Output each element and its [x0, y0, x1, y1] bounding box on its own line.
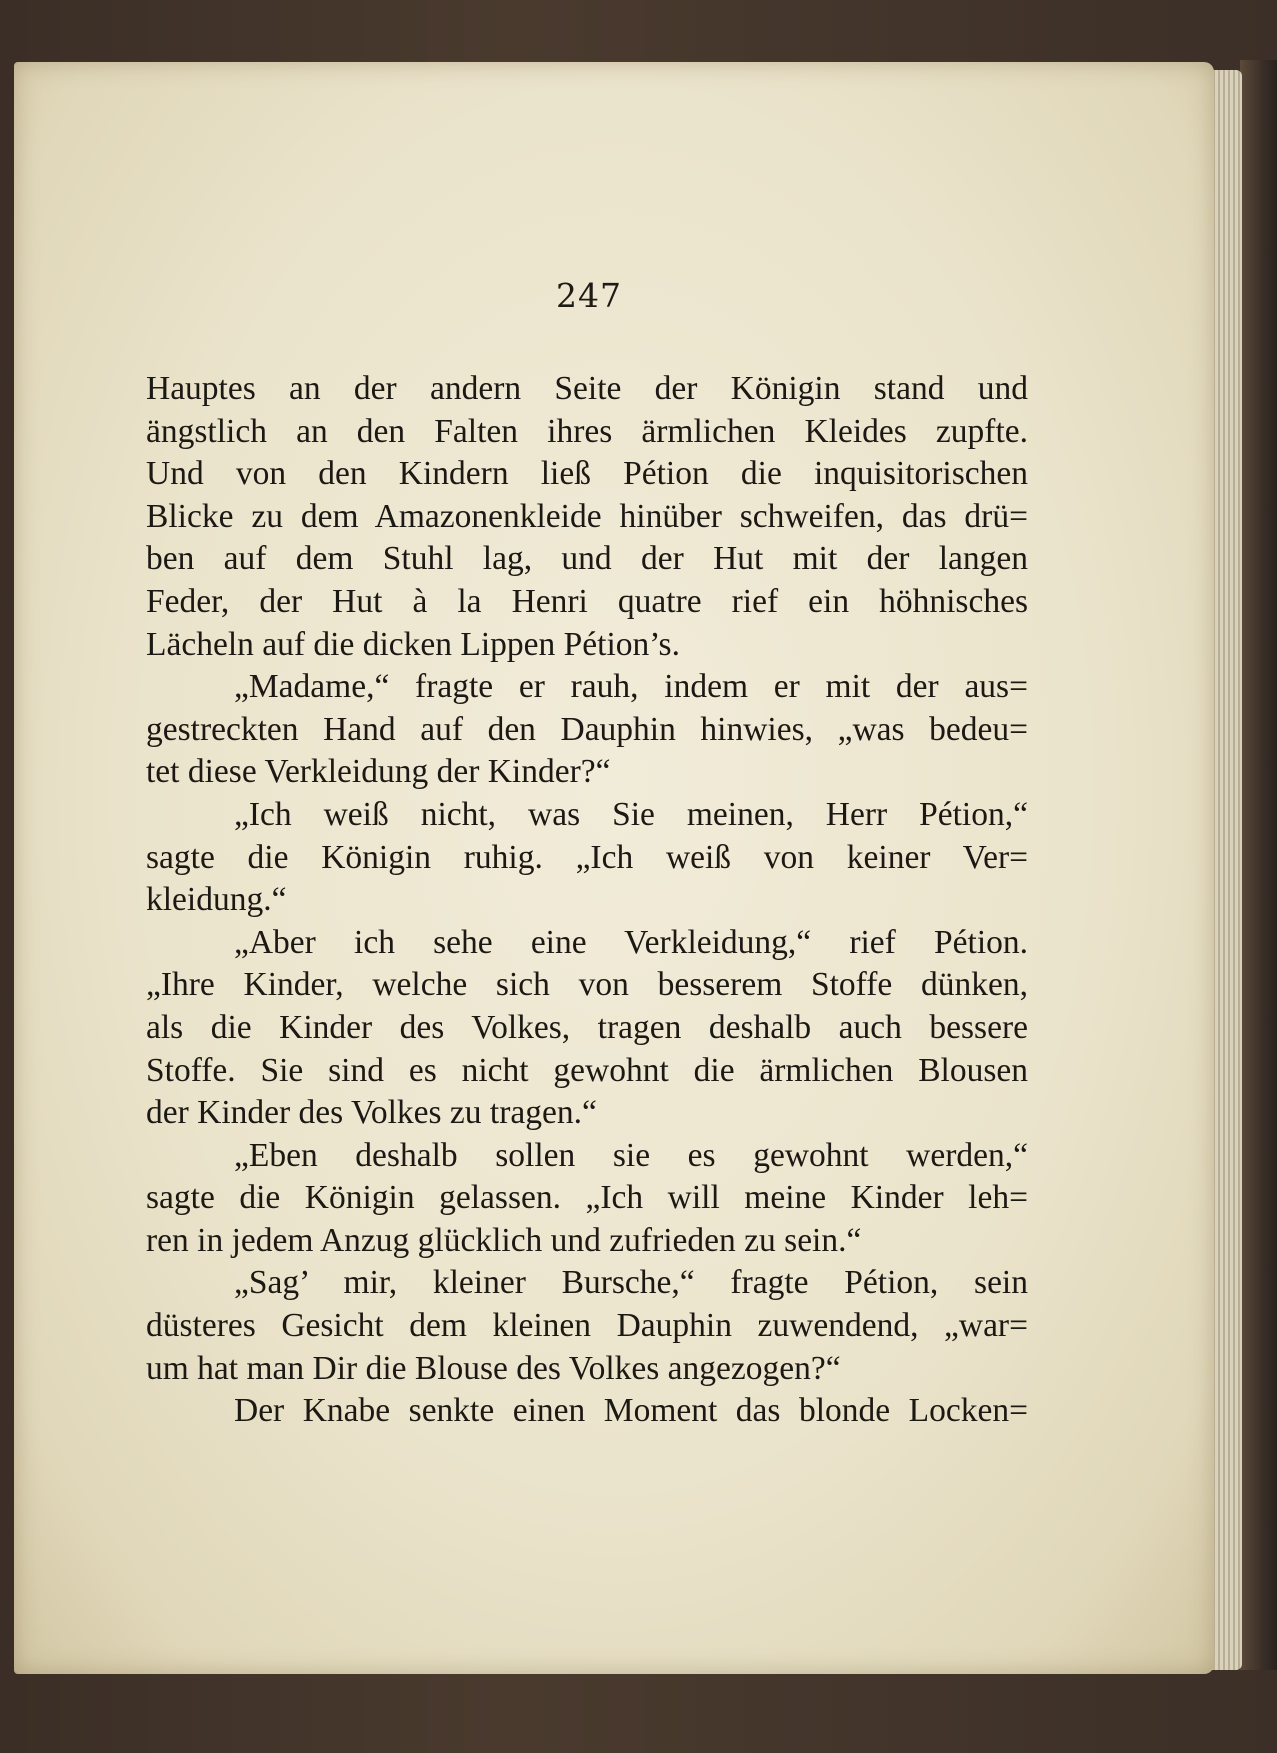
text-line: düsteres Gesicht dem kleinen Dauphin zuwendend, „war= — [146, 1307, 1028, 1345]
text-line: kleidung.“ — [146, 881, 287, 919]
text-line: Blicke zu dem Amazonenkleide hinüber schweifen, das drü= — [146, 497, 1028, 535]
text-line: sagte die Königin ruhig. „Ich weiß von keiner Ver= — [146, 838, 1028, 876]
text-line: „Sag’ mir, kleiner Bursche,“ fragte Pétion, sein — [234, 1264, 1028, 1302]
text-line: ren in jedem Anzug glücklich und zufrieden zu sein.“ — [146, 1221, 862, 1259]
text-line: gestreckten Hand auf den Dauphin hinwies, „was bedeu= — [146, 710, 1028, 748]
text-line: Stoffe. Sie sind es nicht gewohnt die ärmlichen Blousen — [146, 1051, 1028, 1089]
book-cover-edge — [1240, 60, 1277, 1670]
text-line: um hat man Dir die Blouse des Volkes angezogen?“ — [146, 1349, 841, 1387]
page-text — [146, 368, 1028, 1433]
text-line: Feder, der Hut à la Henri quatre rief ein höhnisches — [146, 582, 1028, 620]
text-line: „Madame,“ fragte er rauh, indem er mit der aus= — [234, 668, 1028, 706]
text-line: als die Kinder des Volkes, tragen deshalb auch bessere — [146, 1008, 1028, 1046]
page-number: 247 — [556, 276, 622, 315]
text-line: sagte die Königin gelassen. „Ich will meine Kinder leh= — [146, 1179, 1028, 1217]
text-line: „Aber ich sehe eine Verkleidung,“ rief Pétion. — [234, 923, 1028, 961]
text-line: der Kinder des Volkes zu tragen.“ — [146, 1094, 597, 1132]
text-line: ben auf dem Stuhl lag, und der Hut mit der langen — [146, 540, 1028, 578]
text-line: tet diese Verkleidung der Kinder?“ — [146, 753, 611, 791]
text-line: ängstlich an den Falten ihres ärmlichen Kleides zupfte. — [146, 412, 1028, 450]
book-page — [14, 62, 1214, 1674]
text-line: „Ihre Kinder, welche sich von besserem Stoffe dünken, — [146, 966, 1028, 1004]
text-line: Lächeln auf die dicken Lippen Pétion’s. — [146, 625, 680, 663]
text-line: „Ich weiß nicht, was Sie meinen, Herr Pétion,“ — [234, 795, 1028, 833]
text-line: Hauptes an der andern Seite der Königin stand und — [146, 370, 1028, 407]
text-line: Der Knabe senkte einen Moment das blonde Locken= — [234, 1392, 1028, 1430]
text-line: „Eben deshalb sollen sie es gewohnt werden,“ — [234, 1136, 1028, 1174]
text-line: Und von den Kindern ließ Pétion die inquisitorischen — [146, 455, 1028, 493]
